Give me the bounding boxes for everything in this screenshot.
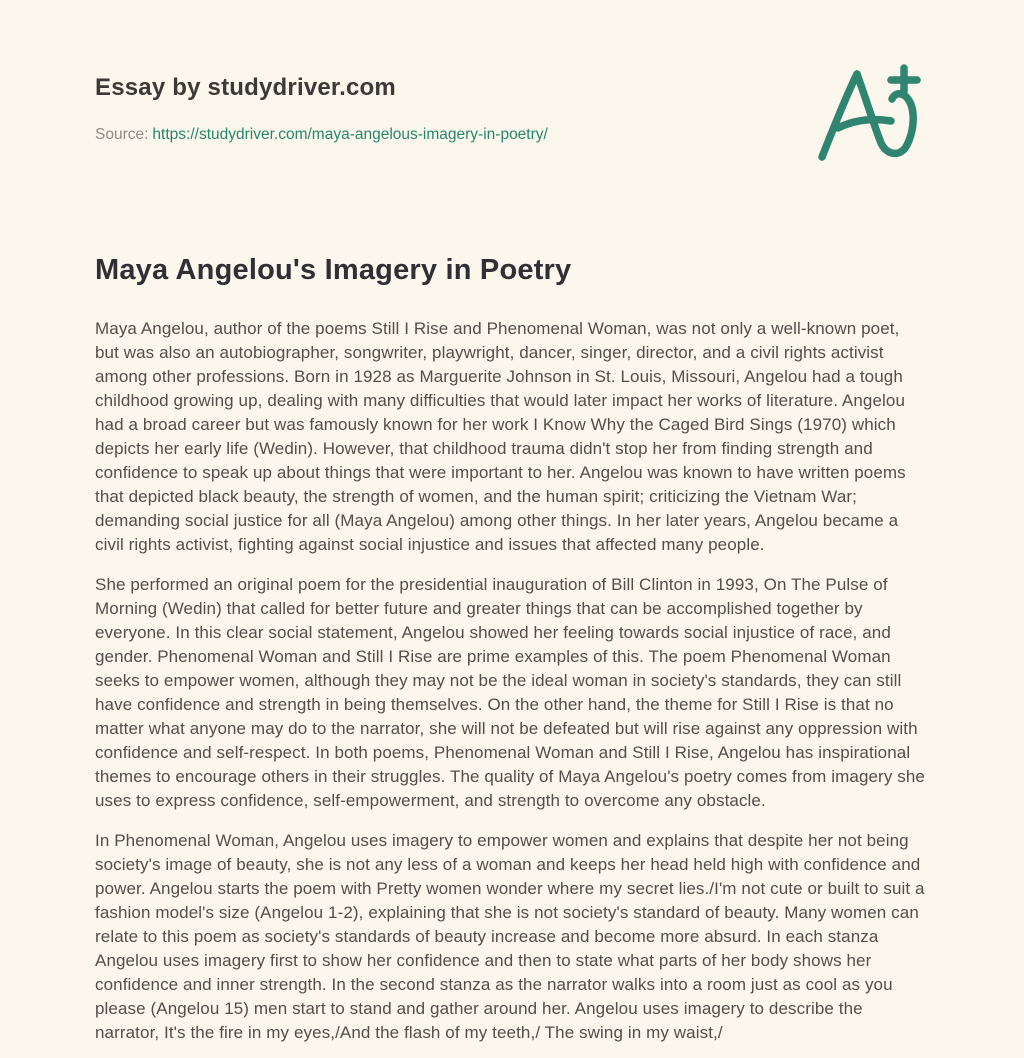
essay-paragraph: In Phenomenal Woman, Angelou uses imagery to empower women and explains that despite her not being society's image of beauty, she is not any less of a woman and keeps her head held high with confidence and power. Angelou starts the poem with Pretty women wonder where my secret lies./I'm not cute or built to suit a fashion model's size (Angelou 1-2), explaining that she is not society's standard of beauty. Many women can relate to this poem as society's standards of beauty increase and become more absurd. In each stanza Angelou uses imagery first to show her confidence and then to state what parts of her body shows her confidence and inner strength. In the second stanza as the narrator walks into a room just as cool as you please (Angelou 15) men start to stand and gather around her. Angelou uses imagery to describe the narrator, It's the fire in my eyes,/And the flash of my teeth,/ The swing in my waist,/ <box>95 831 925 1042</box>
essay-paragraph: She performed an original poem for the presidential inauguration of Bill Clinton in 1993, On The Pulse of Morning (Wedin) that called for better future and greater things that can be accomplished together by everyone. In this clear social statement, Angelou showed her feeling towards social injustice of race, and gender. Phenomenal Woman and Still I Rise are prime examples of this. The poem Phenomenal Woman seeks to empower women, although they may not be the ideal woman in society's standards, they can still have confidence and strength in being themselves. On the other hand, the theme for Still I Rise is that no matter what anyone may do to the narrator, she will not be defeated but will rise against any oppression with confidence and self-respect. In both poems, Phenomenal Woman and Still I Rise, Angelou has inspirational themes to encourage others in their struggles. The quality of Maya Angelou's poetry comes from imagery she uses to express confidence, self-empowerment, and strength to overcome any obstacle. <box>95 575 925 810</box>
header-text-block <box>95 70 548 144</box>
essay-paragraph: Maya Angelou, author of the poems Still I Rise and Phenomenal Woman, was not only a well-known poet, but was also an autobiographer, songwriter, playwright, dancer, singer, director, and a civil rights activist among other professions. Born in 1928 as Marguerite Johnson in St. Louis, Missouri, Angelou had a tough childhood growing up, dealing with many difficulties that would later impact her works of literature. Angelou had a broad career but was famously known for her work I Know Why the Caged Bird Sings (1970) which depicts her early life (Wedin). However, that childhood trauma didn't stop her from finding strength and confidence to speak up about things that were important to her. Angelou was known to have written poems that depicted black beauty, the strength of women, and the human spirit; criticizing the Vietnam War; demanding social justice for all (Maya Angelou) among other things. In her later years, Angelou became a civil rights activist, fighting against social injustice and issues that affected many people. <box>95 319 906 554</box>
studydriver-logo <box>811 64 923 164</box>
source-link[interactable]: https://studydriver.com/maya-angelous-imagery-in-poetry/ <box>152 126 548 143</box>
source-label: Source: <box>95 126 149 143</box>
essay-by-heading: Essay by studydriver.com <box>95 74 396 101</box>
a-plus-icon <box>811 64 923 164</box>
essay-title: Maya Angelou's Imagery in Poetry <box>95 254 572 286</box>
essay-body <box>95 317 925 1045</box>
page-header <box>95 70 925 164</box>
source-line <box>95 126 548 144</box>
